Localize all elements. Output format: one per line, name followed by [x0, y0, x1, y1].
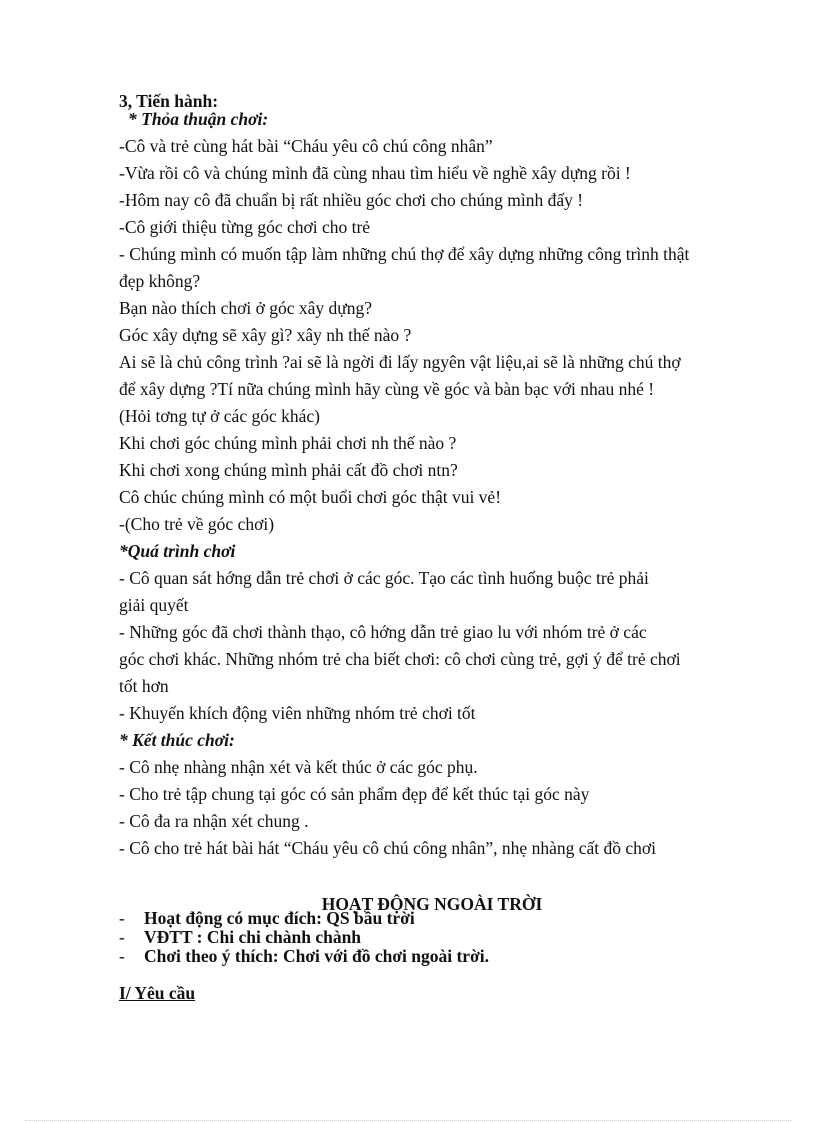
outdoor-bullet: [119, 908, 415, 928]
bullet-marker: -: [119, 927, 125, 947]
outdoor-bullet: [119, 946, 489, 966]
section-heading: 3, Tiến hành:: [119, 91, 219, 111]
process-line: - Cô quan sát hớng dẫn trẻ chơi ở các góc. Tạo các tình huống buộc trẻ phải: [119, 568, 649, 588]
end-line: - Cô đa ra nhận xét chung .: [119, 811, 309, 831]
text-line: -(Cho trẻ về góc chơi): [119, 514, 275, 534]
end-line: - Cho trẻ tập chung tại góc có sản phẩm đẹp để kết thúc tại góc này: [119, 784, 590, 804]
end-line: - Cô nhẹ nhàng nhận xét và kết thúc ở các góc phụ.: [119, 757, 478, 777]
bullet-marker: -: [119, 908, 125, 928]
agreement-subheading: * Thỏa thuận chơi:: [128, 109, 269, 129]
text-line: đẹp không?: [119, 271, 201, 291]
end-subheading: * Kết thúc chơi:: [119, 730, 235, 750]
outdoor-bullet-text: Hoạt động có mục đích: QS bầu trời: [144, 908, 415, 928]
process-line: - Khuyến khích động viên những nhóm trẻ chơi tốt: [119, 703, 476, 723]
bullet-marker: -: [119, 946, 125, 966]
process-line: giải quyết: [119, 595, 189, 615]
text-line: Ai sẽ là chủ công trình ?ai sẽ là ngời đi lấy ngyên vật liệu,ai sẽ là những chú thợ: [119, 352, 681, 372]
text-line: Góc xây dựng sẽ xây gì? xây nh thế nào ?: [119, 325, 412, 345]
process-line: tốt hơn: [119, 676, 169, 696]
outdoor-bullet: [119, 927, 361, 947]
text-line: để xây dựng ?Tí nữa chúng mình hãy cùng về góc và bàn bạc với nhau nhé !: [119, 379, 655, 399]
text-line: Khi chơi góc chúng mình phải chơi nh thế nào ?: [119, 433, 457, 453]
page-bottom-rule: [25, 1120, 791, 1121]
process-line: - Những góc đã chơi thành thạo, cô hớng dẫn trẻ giao lu với nhóm trẻ ở các: [119, 622, 647, 642]
text-line: Cô chúc chúng mình có một buổi chơi góc thật vui vẻ!: [119, 487, 502, 507]
text-line: -Cô và trẻ cùng hát bài “Cháu yêu cô chú công nhân”: [119, 136, 493, 156]
process-subheading: *Quá trình chơi: [119, 541, 236, 561]
text-line: Bạn nào thích chơi ở góc xây dựng?: [119, 298, 372, 318]
text-line: - Chúng mình có muốn tập làm những chú thợ để xây dựng những công trình thật: [119, 244, 690, 264]
requirements-heading: I/ Yêu cầu: [119, 983, 196, 1003]
process-line: góc chơi khác. Những nhóm trẻ cha biết chơi: cô chơi cùng trẻ, gợi ý để trẻ chơi: [119, 649, 681, 669]
end-line: - Cô cho trẻ hát bài hát “Cháu yêu cô chú công nhân”, nhẹ nhàng cất đồ chơi: [119, 838, 656, 858]
outdoor-title: HOẠT ĐỘNG NGOÀI TRỜI: [321, 894, 543, 914]
outdoor-bullet-text: VĐTT : Chi chi chành chành: [144, 927, 362, 947]
text-line: (Hỏi tơng tự ở các góc khác): [119, 406, 320, 426]
text-line: -Hôm nay cô đã chuẩn bị rất nhiều góc chơi cho chúng mình đấy !: [119, 190, 584, 210]
outdoor-bullet-text: Chơi theo ý thích: Chơi với đồ chơi ngoài trời.: [144, 946, 490, 966]
text-line: -Cô giới thiệu từng góc chơi cho trẻ: [119, 217, 371, 237]
text-line: Khi chơi xong chúng mình phải cất đồ chơi ntn?: [119, 460, 458, 480]
text-line: -Vừa rồi cô và chúng mình đã cùng nhau tìm hiểu về nghề xây dựng rồi !: [119, 163, 631, 183]
